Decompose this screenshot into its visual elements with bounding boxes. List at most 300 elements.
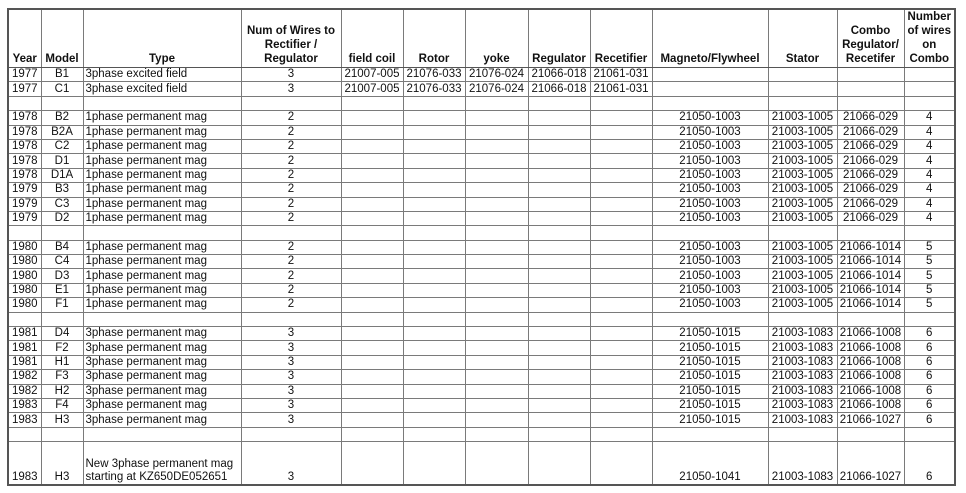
cell-stator: 21003-1083 (768, 355, 837, 369)
cell-field-coil (341, 298, 403, 312)
table-row (8, 240, 955, 254)
cell-combo-regulator-rectifier: 21066-1014 (837, 269, 904, 283)
cell-year (8, 226, 41, 240)
cell-rectifier (590, 398, 652, 412)
cell-combo-wires (904, 427, 955, 441)
cell-combo-wires: 6 (904, 341, 955, 355)
cell-field-coil (341, 370, 403, 384)
cell-type: 1phase permanent mag (83, 139, 241, 153)
cell-combo-regulator-rectifier (837, 226, 904, 240)
cell-regulator (528, 125, 590, 139)
cell-combo-regulator-rectifier: 21066-029 (837, 125, 904, 139)
cell-rotor (403, 125, 465, 139)
cell-rotor (403, 283, 465, 297)
cell-rotor (403, 341, 465, 355)
cell-rotor (403, 240, 465, 254)
cell-magneto-flywheel: 21050-1015 (652, 398, 768, 412)
cell-yoke (465, 255, 528, 269)
cell-yoke (465, 211, 528, 225)
cell-field-coil (341, 168, 403, 182)
table-row (8, 183, 955, 197)
cell-type: 1phase permanent mag (83, 197, 241, 211)
cell-combo-wires (904, 226, 955, 240)
cell-combo-wires: 6 (904, 384, 955, 398)
cell-magneto-flywheel: 21050-1041 (652, 442, 768, 486)
cell-combo-regulator-rectifier: 21066-1014 (837, 240, 904, 254)
table-row (8, 384, 955, 398)
cell-field-coil (341, 154, 403, 168)
cell-model (41, 96, 83, 110)
cell-num-wires: 2 (241, 255, 341, 269)
cell-rectifier (590, 226, 652, 240)
cell-regulator (528, 298, 590, 312)
cell-rotor: 21076-033 (403, 68, 465, 82)
cell-regulator (528, 168, 590, 182)
cell-rotor (403, 154, 465, 168)
cell-regulator (528, 442, 590, 486)
cell-num-wires: 2 (241, 111, 341, 125)
cell-combo-wires: 4 (904, 211, 955, 225)
header-model: Model (41, 9, 83, 68)
table-row (8, 269, 955, 283)
cell-model (41, 226, 83, 240)
cell-combo-regulator-rectifier: 21066-1014 (837, 283, 904, 297)
cell-year: 1978 (8, 168, 41, 182)
cell-rectifier (590, 341, 652, 355)
cell-num-wires: 2 (241, 298, 341, 312)
cell-magneto-flywheel: 21050-1003 (652, 154, 768, 168)
cell-stator: 21003-1005 (768, 183, 837, 197)
cell-combo-wires: 4 (904, 154, 955, 168)
cell-combo-regulator-rectifier: 21066-1027 (837, 413, 904, 427)
cell-model: B2 (41, 111, 83, 125)
cell-rectifier (590, 96, 652, 110)
cell-num-wires: 3 (241, 442, 341, 486)
cell-model: F3 (41, 370, 83, 384)
cell-combo-wires: 4 (904, 197, 955, 211)
cell-year: 1977 (8, 82, 41, 96)
cell-rotor (403, 139, 465, 153)
cell-num-wires: 2 (241, 197, 341, 211)
cell-stator: 21003-1005 (768, 211, 837, 225)
cell-num-wires: 3 (241, 370, 341, 384)
cell-combo-regulator-rectifier (837, 427, 904, 441)
cell-yoke: 21076-024 (465, 82, 528, 96)
table-row (8, 341, 955, 355)
cell-stator: 21003-1005 (768, 283, 837, 297)
cell-rectifier (590, 183, 652, 197)
cell-rotor (403, 211, 465, 225)
cell-model: C2 (41, 139, 83, 153)
cell-num-wires: 3 (241, 327, 341, 341)
cell-yoke (465, 269, 528, 283)
cell-regulator: 21066-018 (528, 68, 590, 82)
cell-stator (768, 312, 837, 326)
cell-num-wires: 2 (241, 240, 341, 254)
cell-rectifier (590, 154, 652, 168)
cell-field-coil (341, 255, 403, 269)
cell-year: 1980 (8, 255, 41, 269)
cell-stator (768, 68, 837, 82)
cell-combo-wires: 5 (904, 269, 955, 283)
cell-field-coil (341, 327, 403, 341)
cell-rectifier (590, 139, 652, 153)
cell-regulator (528, 255, 590, 269)
cell-rectifier: 21061-031 (590, 68, 652, 82)
cell-rectifier (590, 355, 652, 369)
table-row (8, 168, 955, 182)
cell-rotor (403, 442, 465, 486)
cell-rectifier (590, 111, 652, 125)
cell-yoke (465, 312, 528, 326)
cell-year: 1979 (8, 211, 41, 225)
cell-type: 3phase excited field (83, 82, 241, 96)
table-row (8, 298, 955, 312)
cell-yoke (465, 398, 528, 412)
cell-model: B2A (41, 125, 83, 139)
cell-type (83, 226, 241, 240)
cell-regulator (528, 413, 590, 427)
table-row (8, 211, 955, 225)
cell-num-wires: 2 (241, 125, 341, 139)
cell-combo-wires: 6 (904, 442, 955, 486)
cell-combo-wires: 6 (904, 413, 955, 427)
table-row (8, 283, 955, 297)
cell-rotor: 21076-033 (403, 82, 465, 96)
cell-magneto-flywheel: 21050-1003 (652, 139, 768, 153)
cell-regulator (528, 211, 590, 225)
cell-combo-regulator-rectifier: 21066-1014 (837, 255, 904, 269)
cell-magneto-flywheel (652, 82, 768, 96)
cell-regulator (528, 398, 590, 412)
cell-year: 1981 (8, 327, 41, 341)
cell-num-wires: 3 (241, 82, 341, 96)
cell-combo-wires: 4 (904, 139, 955, 153)
cell-magneto-flywheel: 21050-1003 (652, 125, 768, 139)
cell-year: 1979 (8, 197, 41, 211)
cell-regulator (528, 341, 590, 355)
cell-yoke (465, 183, 528, 197)
cell-model: D4 (41, 327, 83, 341)
cell-year (8, 312, 41, 326)
cell-yoke (465, 226, 528, 240)
cell-stator (768, 96, 837, 110)
cell-stator: 21003-1005 (768, 139, 837, 153)
parts-table (7, 8, 956, 486)
cell-rectifier: 21061-031 (590, 82, 652, 96)
cell-field-coil (341, 139, 403, 153)
header-row (8, 9, 955, 68)
cell-type: 1phase permanent mag (83, 269, 241, 283)
cell-combo-wires: 6 (904, 327, 955, 341)
cell-year: 1977 (8, 68, 41, 82)
cell-model: F1 (41, 298, 83, 312)
cell-model: B1 (41, 68, 83, 82)
cell-stator: 21003-1083 (768, 413, 837, 427)
cell-model: D1A (41, 168, 83, 182)
cell-num-wires: 2 (241, 269, 341, 283)
cell-type: 1phase permanent mag (83, 125, 241, 139)
cell-magneto-flywheel: 21050-1015 (652, 341, 768, 355)
cell-magneto-flywheel: 21050-1003 (652, 197, 768, 211)
cell-model: D2 (41, 211, 83, 225)
cell-type: 3phase excited field (83, 68, 241, 82)
cell-type: 1phase permanent mag (83, 211, 241, 225)
table-row (8, 413, 955, 427)
cell-rectifier (590, 312, 652, 326)
cell-regulator (528, 283, 590, 297)
cell-model (41, 312, 83, 326)
cell-rectifier (590, 211, 652, 225)
cell-yoke (465, 139, 528, 153)
cell-combo-wires: 6 (904, 370, 955, 384)
cell-yoke (465, 370, 528, 384)
cell-year: 1980 (8, 283, 41, 297)
cell-yoke (465, 427, 528, 441)
cell-regulator (528, 111, 590, 125)
cell-field-coil: 21007-005 (341, 68, 403, 82)
cell-regulator (528, 269, 590, 283)
cell-combo-wires: 4 (904, 168, 955, 182)
cell-regulator: 21066-018 (528, 82, 590, 96)
cell-combo-wires (904, 312, 955, 326)
cell-magneto-flywheel: 21050-1003 (652, 283, 768, 297)
cell-field-coil (341, 427, 403, 441)
cell-combo-regulator-rectifier: 21066-029 (837, 183, 904, 197)
cell-yoke (465, 154, 528, 168)
cell-rectifier (590, 427, 652, 441)
cell-stator: 21003-1083 (768, 442, 837, 486)
cell-regulator (528, 183, 590, 197)
cell-magneto-flywheel: 21050-1015 (652, 384, 768, 398)
cell-rotor (403, 168, 465, 182)
cell-type: 1phase permanent mag (83, 255, 241, 269)
cell-rectifier (590, 298, 652, 312)
table-row (8, 139, 955, 153)
cell-rectifier (590, 168, 652, 182)
cell-year: 1978 (8, 154, 41, 168)
cell-rotor (403, 197, 465, 211)
cell-num-wires: 3 (241, 68, 341, 82)
cell-stator: 21003-1005 (768, 255, 837, 269)
cell-yoke (465, 355, 528, 369)
cell-field-coil (341, 211, 403, 225)
cell-num-wires: 3 (241, 341, 341, 355)
cell-field-coil (341, 413, 403, 427)
cell-year: 1983 (8, 442, 41, 486)
cell-combo-wires (904, 96, 955, 110)
cell-stator (768, 226, 837, 240)
cell-combo-regulator-rectifier (837, 312, 904, 326)
cell-year: 1978 (8, 139, 41, 153)
cell-field-coil (341, 355, 403, 369)
spacer-row (8, 312, 955, 326)
cell-yoke (465, 283, 528, 297)
cell-type: 3phase permanent mag (83, 327, 241, 341)
cell-field-coil (341, 96, 403, 110)
cell-year: 1983 (8, 413, 41, 427)
cell-rotor (403, 255, 465, 269)
cell-magneto-flywheel (652, 226, 768, 240)
cell-type (83, 312, 241, 326)
cell-yoke (465, 384, 528, 398)
cell-num-wires: 2 (241, 183, 341, 197)
header-year: Year (8, 9, 41, 68)
cell-rectifier (590, 255, 652, 269)
cell-model: C4 (41, 255, 83, 269)
cell-magneto-flywheel: 21050-1003 (652, 269, 768, 283)
cell-regulator (528, 370, 590, 384)
cell-model: F4 (41, 398, 83, 412)
cell-regulator (528, 327, 590, 341)
cell-year: 1978 (8, 111, 41, 125)
cell-combo-wires: 6 (904, 355, 955, 369)
header-regulator: Regulator (528, 9, 590, 68)
cell-model (41, 427, 83, 441)
cell-num-wires: 2 (241, 154, 341, 168)
cell-stator: 21003-1005 (768, 298, 837, 312)
cell-rectifier (590, 125, 652, 139)
cell-combo-wires: 5 (904, 240, 955, 254)
cell-magneto-flywheel (652, 312, 768, 326)
cell-field-coil (341, 197, 403, 211)
cell-rotor (403, 384, 465, 398)
cell-year (8, 96, 41, 110)
cell-field-coil (341, 442, 403, 486)
spacer-row (8, 427, 955, 441)
cell-field-coil (341, 226, 403, 240)
cell-field-coil (341, 240, 403, 254)
header-yoke: yoke (465, 9, 528, 68)
header-combo-wires: Number of wires on Combo (904, 9, 955, 68)
cell-yoke (465, 111, 528, 125)
cell-type: 1phase permanent mag (83, 183, 241, 197)
cell-year: 1982 (8, 370, 41, 384)
cell-rectifier (590, 197, 652, 211)
cell-type: 1phase permanent mag (83, 240, 241, 254)
cell-year: 1978 (8, 125, 41, 139)
cell-field-coil (341, 283, 403, 297)
cell-regulator (528, 139, 590, 153)
cell-rotor (403, 413, 465, 427)
cell-field-coil (341, 312, 403, 326)
cell-yoke (465, 96, 528, 110)
cell-yoke (465, 240, 528, 254)
cell-year (8, 427, 41, 441)
cell-yoke (465, 413, 528, 427)
cell-combo-regulator-rectifier: 21066-029 (837, 139, 904, 153)
cell-year: 1982 (8, 384, 41, 398)
cell-type (83, 96, 241, 110)
cell-model: B3 (41, 183, 83, 197)
cell-combo-regulator-rectifier: 21066-1014 (837, 298, 904, 312)
cell-combo-wires: 4 (904, 183, 955, 197)
cell-magneto-flywheel: 21050-1003 (652, 168, 768, 182)
header-stator: Stator (768, 9, 837, 68)
cell-rotor (403, 427, 465, 441)
cell-regulator (528, 240, 590, 254)
cell-rotor (403, 183, 465, 197)
cell-combo-regulator-rectifier: 21066-029 (837, 111, 904, 125)
cell-rectifier (590, 240, 652, 254)
cell-rotor (403, 398, 465, 412)
cell-magneto-flywheel: 21050-1003 (652, 240, 768, 254)
cell-stator: 21003-1005 (768, 168, 837, 182)
cell-num-wires: 2 (241, 283, 341, 297)
cell-rotor (403, 355, 465, 369)
cell-stator: 21003-1005 (768, 197, 837, 211)
cell-combo-wires: 5 (904, 283, 955, 297)
cell-year: 1980 (8, 240, 41, 254)
cell-yoke (465, 197, 528, 211)
table-row (8, 197, 955, 211)
cell-combo-regulator-rectifier: 21066-029 (837, 211, 904, 225)
table-row (8, 327, 955, 341)
cell-stator: 21003-1005 (768, 154, 837, 168)
cell-magneto-flywheel: 21050-1015 (652, 327, 768, 341)
header-num-wires: Num of Wires to Rectifier / Regulator (241, 9, 341, 68)
cell-yoke (465, 442, 528, 486)
table-row (8, 398, 955, 412)
cell-combo-regulator-rectifier: 21066-029 (837, 168, 904, 182)
table-row (8, 68, 955, 82)
table-row (8, 255, 955, 269)
header-field-coil: field coil (341, 9, 403, 68)
cell-type: 1phase permanent mag (83, 283, 241, 297)
cell-combo-regulator-rectifier: 21066-1008 (837, 370, 904, 384)
cell-combo-regulator-rectifier (837, 96, 904, 110)
table-row (8, 355, 955, 369)
cell-model: F2 (41, 341, 83, 355)
cell-year: 1983 (8, 398, 41, 412)
cell-year: 1980 (8, 269, 41, 283)
cell-magneto-flywheel (652, 427, 768, 441)
header-combo-regulator-rectifier: Combo Regulator/ Recetifer (837, 9, 904, 68)
cell-model: D1 (41, 154, 83, 168)
cell-yoke: 21076-024 (465, 68, 528, 82)
cell-num-wires: 2 (241, 211, 341, 225)
cell-magneto-flywheel: 21050-1015 (652, 370, 768, 384)
table-row (8, 82, 955, 96)
cell-combo-wires: 5 (904, 298, 955, 312)
cell-model: H3 (41, 442, 83, 486)
cell-stator: 21003-1083 (768, 341, 837, 355)
cell-combo-wires (904, 82, 955, 96)
cell-stator (768, 427, 837, 441)
cell-combo-regulator-rectifier (837, 68, 904, 82)
cell-regulator (528, 226, 590, 240)
cell-num-wires (241, 427, 341, 441)
cell-regulator (528, 96, 590, 110)
cell-model: C3 (41, 197, 83, 211)
cell-stator: 21003-1083 (768, 370, 837, 384)
cell-num-wires (241, 96, 341, 110)
table-row (8, 370, 955, 384)
table-row (8, 125, 955, 139)
cell-type: 3phase permanent mag (83, 355, 241, 369)
cell-type: 3phase permanent mag (83, 341, 241, 355)
cell-rotor (403, 327, 465, 341)
cell-num-wires: 3 (241, 384, 341, 398)
cell-type: 1phase permanent mag (83, 154, 241, 168)
cell-combo-regulator-rectifier: 21066-1008 (837, 384, 904, 398)
cell-rotor (403, 298, 465, 312)
cell-model: H3 (41, 413, 83, 427)
cell-year: 1979 (8, 183, 41, 197)
cell-rectifier (590, 327, 652, 341)
cell-type: 3phase permanent mag (83, 384, 241, 398)
cell-magneto-flywheel: 21050-1015 (652, 355, 768, 369)
